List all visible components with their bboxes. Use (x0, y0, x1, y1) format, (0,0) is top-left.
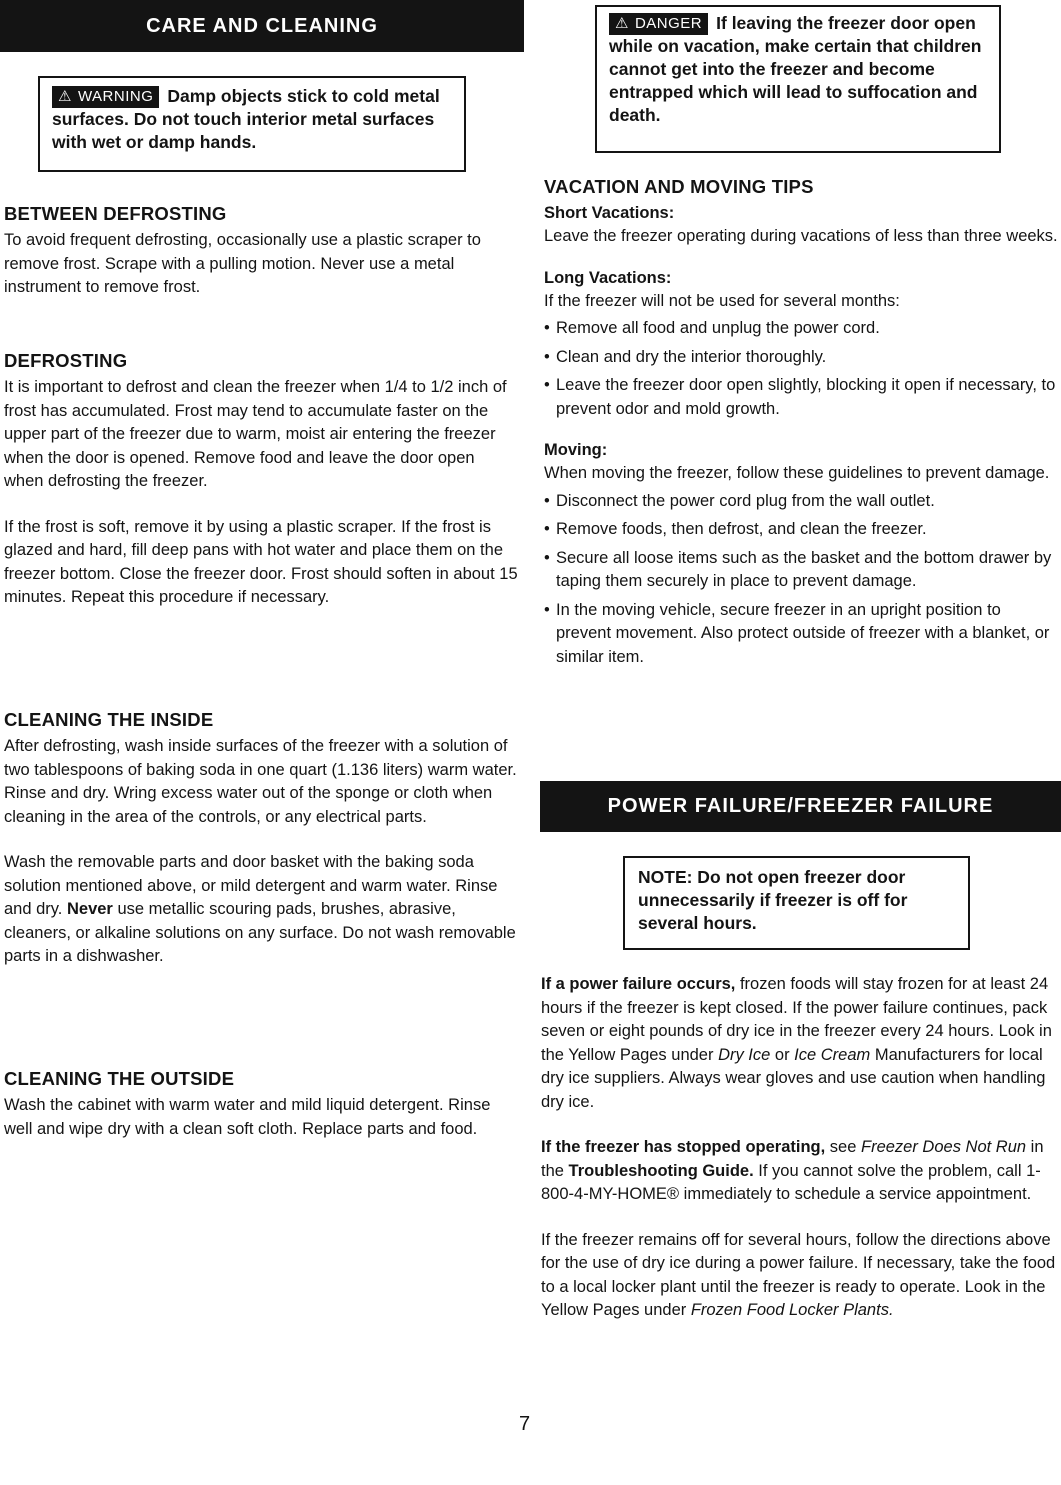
section-paragraph: Wash the cabinet with warm water and mild liquid detergent. Rinse well and wipe dry with a clean soft cloth. Replace parts and food. (4, 1096, 491, 1138)
text-run-bold: If the freezer has stopped operating, (541, 1138, 826, 1156)
list-item: • In the moving vehicle, secure freezer in an upright position to prevent movement. Also protect outside of freezer with a blanket, or similar item. (544, 599, 1058, 670)
text-run: If you cannot solve the problem, call 1-800-4-MY-HOME® immediately to schedule a service appointment. (541, 1161, 1041, 1203)
text-run: in the (541, 1138, 1044, 1180)
vacation-moving-section (544, 176, 1058, 674)
text-run-italic: Dry Ice (718, 1045, 771, 1064)
section-paragraph (541, 1136, 1058, 1207)
section-heading: VACATION AND MOVING TIPS (544, 176, 814, 197)
section-paragraph: If the frost is soft, remove it by using a plastic scraper. If the frost is glazed and hard, fill deep pans with hot water and place them on the freezer bottom. Close the freezer door. Frost should soften in about 15 minutes. Repeat this procedure if necessary. (4, 517, 518, 606)
warning-badge (52, 86, 159, 108)
cleaning-outside-section (4, 1068, 518, 1141)
section-paragraph: When moving the freezer, follow these guidelines to prevent damage. (544, 464, 1050, 482)
section-paragraph (541, 1229, 1058, 1323)
cleaning-inside-section (4, 709, 518, 969)
warning-text-block (52, 85, 454, 154)
section-paragraph: To avoid frequent defrosting, occasionally use a plastic scraper to remove frost. Scrape with a pulling motion. Never use a metal instrument to remove frost. (4, 231, 481, 296)
list-item: • Leave the freezer door open slightly, blocking it open if necessary, to prevent odor and mold growth. (544, 374, 1058, 421)
banner-title: CARE AND CLEANING (146, 14, 378, 37)
list-item: • Clean and dry the interior thoroughly. (544, 346, 1058, 370)
text-run-italic: Freezer Does Not Run (861, 1138, 1027, 1156)
section-paragraph (4, 851, 518, 969)
list-item: • Secure all loose items such as the basket and the bottom drawer by taping them securely in place to prevent damage. (544, 547, 1058, 594)
text-run: frozen foods will stay frozen for at least 24 hours if the freezer is kept closed. If the power failure continues, pack seven or eight pounds of dry ice in the freezer every 24 hours. Look in the Yellow Pages under (541, 975, 1052, 1064)
section-paragraph: Leave the freezer operating during vacations of less than three weeks. (544, 227, 1058, 245)
section-paragraph: After defrosting, wash inside surfaces of the freezer with a solution of two tablespoons of baking soda in one quart (1.136 liters) warm water. Rinse and dry. Wring excess water out of the sponge or cloth when cleaning in the area of the controls, or any electrical parts. (4, 737, 517, 826)
text-run-italic: Frozen Food Locker Plants. (690, 1301, 894, 1319)
danger-text-block (609, 12, 989, 127)
long-vacation-list (544, 317, 1058, 421)
text-run: see (825, 1138, 861, 1156)
section-banner-care-and-cleaning (0, 0, 524, 52)
moving-list (544, 490, 1058, 670)
text-run-bold: Never (66, 900, 113, 918)
banner-title: POWER FAILURE/FREEZER FAILURE (607, 795, 994, 817)
section-paragraph (541, 973, 1058, 1114)
page-number: 7 (519, 1413, 531, 1435)
text-run-bold: Troubleshooting Guide. (568, 1161, 754, 1180)
text-run-bold: If a power failure occurs, (541, 975, 736, 993)
section-heading: CLEANING THE INSIDE (4, 709, 214, 730)
note-text: NOTE: Do not open freezer door unnecessarily if freezer is off for several hours. (638, 867, 908, 933)
warning-text: Damp objects stick to cold metal surfaces. Do not touch interior metal surfaces with wet or damp hands. (52, 86, 440, 152)
power-failure-section (541, 973, 1058, 1323)
section-banner-power-failure (540, 781, 1061, 832)
warning-badge-label: WARNING (77, 88, 154, 105)
note-box (623, 856, 970, 950)
text-run: Manufacturers for local dry ice suppliers. Always wear gloves and use caution when handling dry ice. (541, 1045, 1046, 1111)
danger-badge-label: DANGER (634, 15, 703, 32)
warning-triangle-icon: ⚠ (615, 15, 629, 32)
section-paragraph: If the freezer will not be used for several months: (544, 291, 900, 310)
text-run: or (770, 1045, 795, 1064)
subheading-long-vacations: Long Vacations: (544, 268, 672, 287)
subheading-short-vacations: Short Vacations: (544, 204, 675, 222)
warning-box (38, 76, 466, 172)
list-item: • Remove all food and unplug the power cord. (544, 317, 1058, 341)
text-run: use metallic scouring pads, brushes, abrasive, cleaners, or alkaline solutions on any surface. Do not wash removable parts in a dishwasher. (4, 900, 516, 965)
danger-badge (609, 13, 708, 35)
text-run: Wash the removable parts and door basket with the baking soda solution mentioned above, or mild detergent and warm water. Rinse and dry. (4, 853, 498, 918)
list-item: • Disconnect the power cord plug from the wall outlet. (544, 490, 1058, 514)
list-item: • Remove foods, then defrost, and clean the freezer. (544, 518, 1058, 542)
section-heading: DEFROSTING (4, 350, 128, 371)
between-defrosting-section (4, 203, 518, 300)
section-heading: BETWEEN DEFROSTING (4, 203, 227, 224)
section-paragraph: It is important to defrost and clean the freezer when 1/4 to 1/2 inch of frost has accumulated. Frost may tend to accumulate faster on the upper part of the freezer due to warm, moist air entering the freezer when the door is opened. Remove food and leave the door open when defrosting the freezer. (4, 378, 507, 490)
text-run: If the freezer remains off for several hours, follow the directions above for the use of dry ice during a power failure. If necessary, take the food to a local locker plant until the freezer is ready to operate. Look in the Yellow Pages under (541, 1230, 1056, 1319)
danger-text: If leaving the freezer door open while on vacation, make certain that children cannot get into the freezer and become entrapped which will lead to suffocation and death. (609, 13, 982, 125)
text-run-italic: Ice Cream (794, 1045, 871, 1064)
subheading-moving: Moving: (544, 441, 608, 459)
warning-triangle-icon: ⚠ (58, 88, 72, 105)
danger-box (595, 5, 1001, 153)
defrosting-section (4, 350, 518, 610)
section-heading: CLEANING THE OUTSIDE (4, 1068, 235, 1089)
